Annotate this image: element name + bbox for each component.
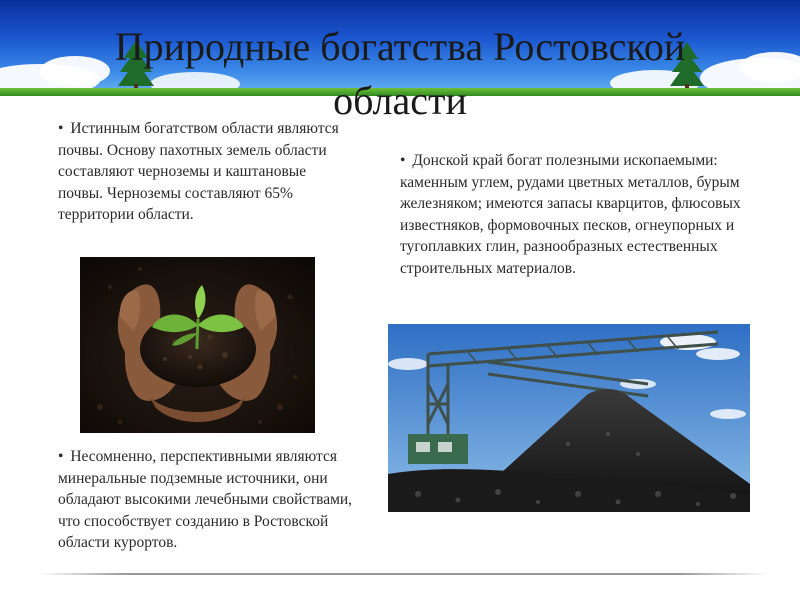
paragraph-soils-text: Истинным богатством области являются почвы. Основу пахотных земель области составляют черноземы и каштановые почвы. Черноземы составляют 65% территории области. xyxy=(58,120,339,223)
paragraph-minerals-text: Донской край богат полезными ископаемыми: каменным углем, рудами цветных металлов, бурым железняком; имеются запасы кварцитов, флюсовых известняков, формовочных песков, огнеупорных и тугоплавких глин, разнообразных естественных строительных материалов. xyxy=(400,152,741,277)
bullet-marker: • xyxy=(58,120,64,137)
bullet-marker: • xyxy=(400,152,406,169)
paragraph-soils xyxy=(58,118,340,226)
coal-photo xyxy=(388,324,750,512)
paragraph-minerals xyxy=(400,150,770,279)
soil-photo xyxy=(80,257,315,433)
paragraph-springs xyxy=(58,446,358,554)
paragraph-springs-text: Несомненно, перспективными являются минеральные подземные источники, они обладают высокими лечебными свойствами, что способствует созданию в Ростовской области курортов. xyxy=(58,448,353,551)
footer-divider xyxy=(38,573,768,575)
slide-title: Природные богатства Ростовской области xyxy=(114,24,686,123)
bullet-marker: • xyxy=(58,448,64,465)
